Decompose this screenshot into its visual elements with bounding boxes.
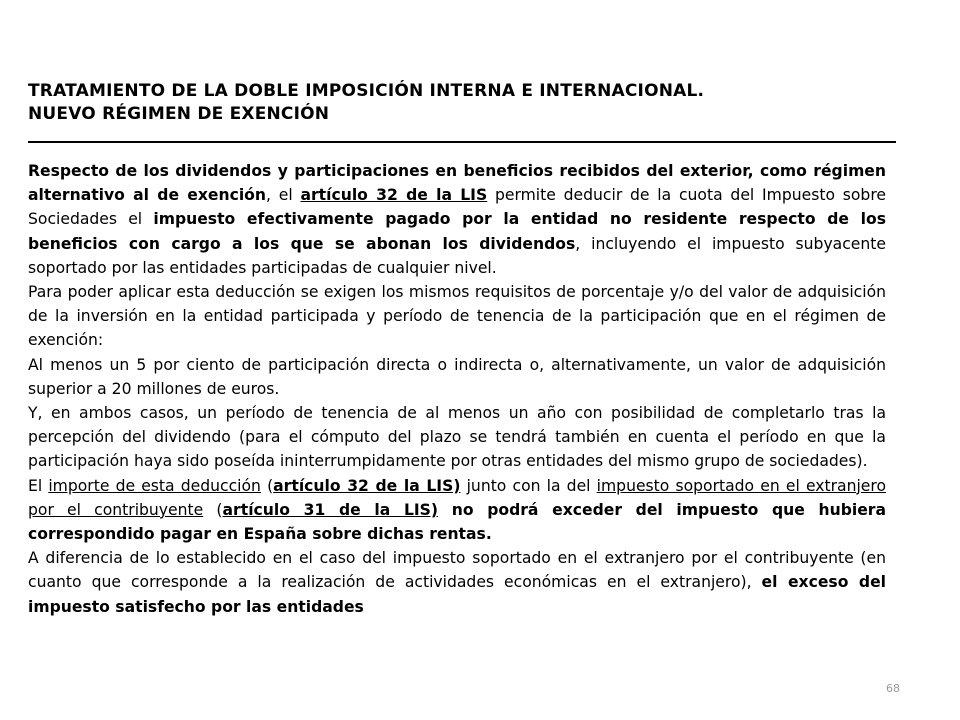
p5-article-31-link[interactable]: artículo 31 de la LIS) bbox=[222, 500, 439, 519]
p5-deduction-amount-link[interactable]: importe de esta deducción bbox=[48, 476, 261, 495]
p5-foreign-tax-link[interactable]: impuesto soportado en el extranjero por el contribuyente bbox=[28, 476, 886, 519]
paragraph-deduction-limit bbox=[28, 474, 886, 547]
p1-article-32-link[interactable]: artículo 32 de la LIS bbox=[300, 186, 488, 205]
body-text bbox=[28, 159, 886, 619]
p1-text-2: permite deducir de la cuota del Impuesto sobre Sociedades el bbox=[28, 186, 886, 229]
p1-bold-tax-paid: impuesto efectivamente pagado por la entidad no residente respecto de los beneficios con cargo a los que se abonan los dividendos bbox=[28, 210, 886, 253]
title-line-1: TRATAMIENTO DE LA DOBLE IMPOSICIÓN INTERNA E INTERNACIONAL. bbox=[28, 81, 705, 101]
p5-text-4: ( bbox=[203, 500, 223, 519]
p5-text-2: ( bbox=[260, 476, 274, 495]
p1-text-1: , el bbox=[266, 186, 301, 205]
paragraph-requirements: Para poder aplicar esta deducción se exigen los mismos requisitos de porcentaje y/o del valor de adquisición de la inversión en la entidad participada y período de tenencia de la participación que en el régimen de exención: bbox=[28, 283, 886, 350]
p6-text-1: A diferencia de lo establecido en el caso del impuesto soportado en el extranjero por el contribuyente (en cuanto que corresponde a la realización de actividades económicas en el extranjero), bbox=[28, 549, 886, 592]
title-line-2: NUEVO RÉGIMEN DE EXENCIÓN bbox=[28, 104, 330, 124]
p1-text-3: , incluyendo el impuesto subyacente soportado por las entidades participadas de cualquier nivel. bbox=[28, 234, 886, 277]
p5-text-1: El bbox=[28, 476, 49, 495]
paragraph-dividends-deduction bbox=[28, 159, 886, 280]
p5-article-32-link[interactable]: artículo 32 de la LIS) bbox=[273, 476, 461, 495]
title-underline-divider bbox=[28, 141, 896, 143]
p1-bold-intro: Respecto de los dividendos y participaciones en beneficios recibidos del exterior, como régimen alternativo al de exención bbox=[28, 162, 886, 205]
p6-bold-excess: el exceso del impuesto satisfecho por las entidades bbox=[28, 573, 886, 616]
p5-bold-limit: no podrá exceder del impuesto que hubiera correspondido pagar en España sobre dichas rentas. bbox=[28, 500, 886, 544]
paragraph-participation-threshold: Al menos un 5 por ciento de participación directa o indirecta o, alternativamente, un valor de adquisición superior a 20 millones de euros. bbox=[28, 355, 886, 398]
paragraph-holding-period: Y, en ambos casos, un período de tenencia de al menos un año con posibilidad de completarlo tras la percepción del dividendo (para el cómputo del plazo se tendrá también en cuenta el período en que la participación haya sido poseída ininterrumpidamente por otras entidades del mismo grupo de sociedades). bbox=[28, 404, 886, 471]
p5-text-3: junto con la del bbox=[460, 476, 597, 495]
page-title bbox=[28, 80, 890, 126]
page-number: 68 bbox=[886, 682, 900, 695]
paragraph-excess-tax bbox=[28, 546, 886, 619]
